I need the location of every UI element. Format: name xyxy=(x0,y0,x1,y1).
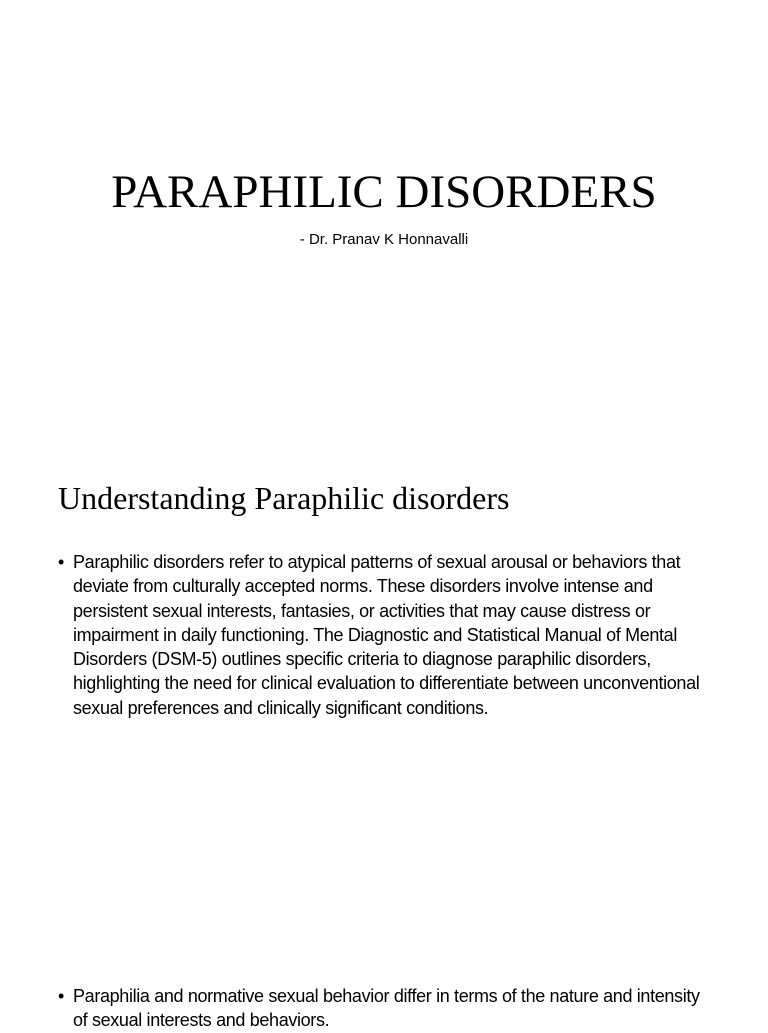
bullet-text: Paraphilia and normative sexual behavior differ in terms of the nature and intensity of sexual interests and behaviors. xyxy=(73,986,700,1031)
slide-subtitle: - Dr. Pranav K Honnavalli xyxy=(299,231,469,248)
bullet-dot-icon: • xyxy=(58,552,65,572)
section-heading: Understanding Paraphilic disorders xyxy=(58,480,510,516)
bullet-dot-icon: • xyxy=(58,986,65,1006)
bullet-item xyxy=(58,984,708,1033)
bullet-item xyxy=(58,550,708,720)
bullet-text: Paraphilic disorders refer to atypical patterns of sexual arousal or behaviors that deviate from culturally accepted norms. These disorders involve intense and persistent sexual interests, fantasies, or activities that may cause distress or impairment in daily functioning. The Diagnostic and Statistical Manual of Mental Disorders (DSM-5) outlines specific criteria to diagnose paraphilic disorders, highlighting the need for clinical evaluation to differentiate between unconventional sexual preferences and clinically significant conditions. xyxy=(73,552,700,718)
slide-title: PARAPHILIC DISORDERS xyxy=(111,166,657,218)
